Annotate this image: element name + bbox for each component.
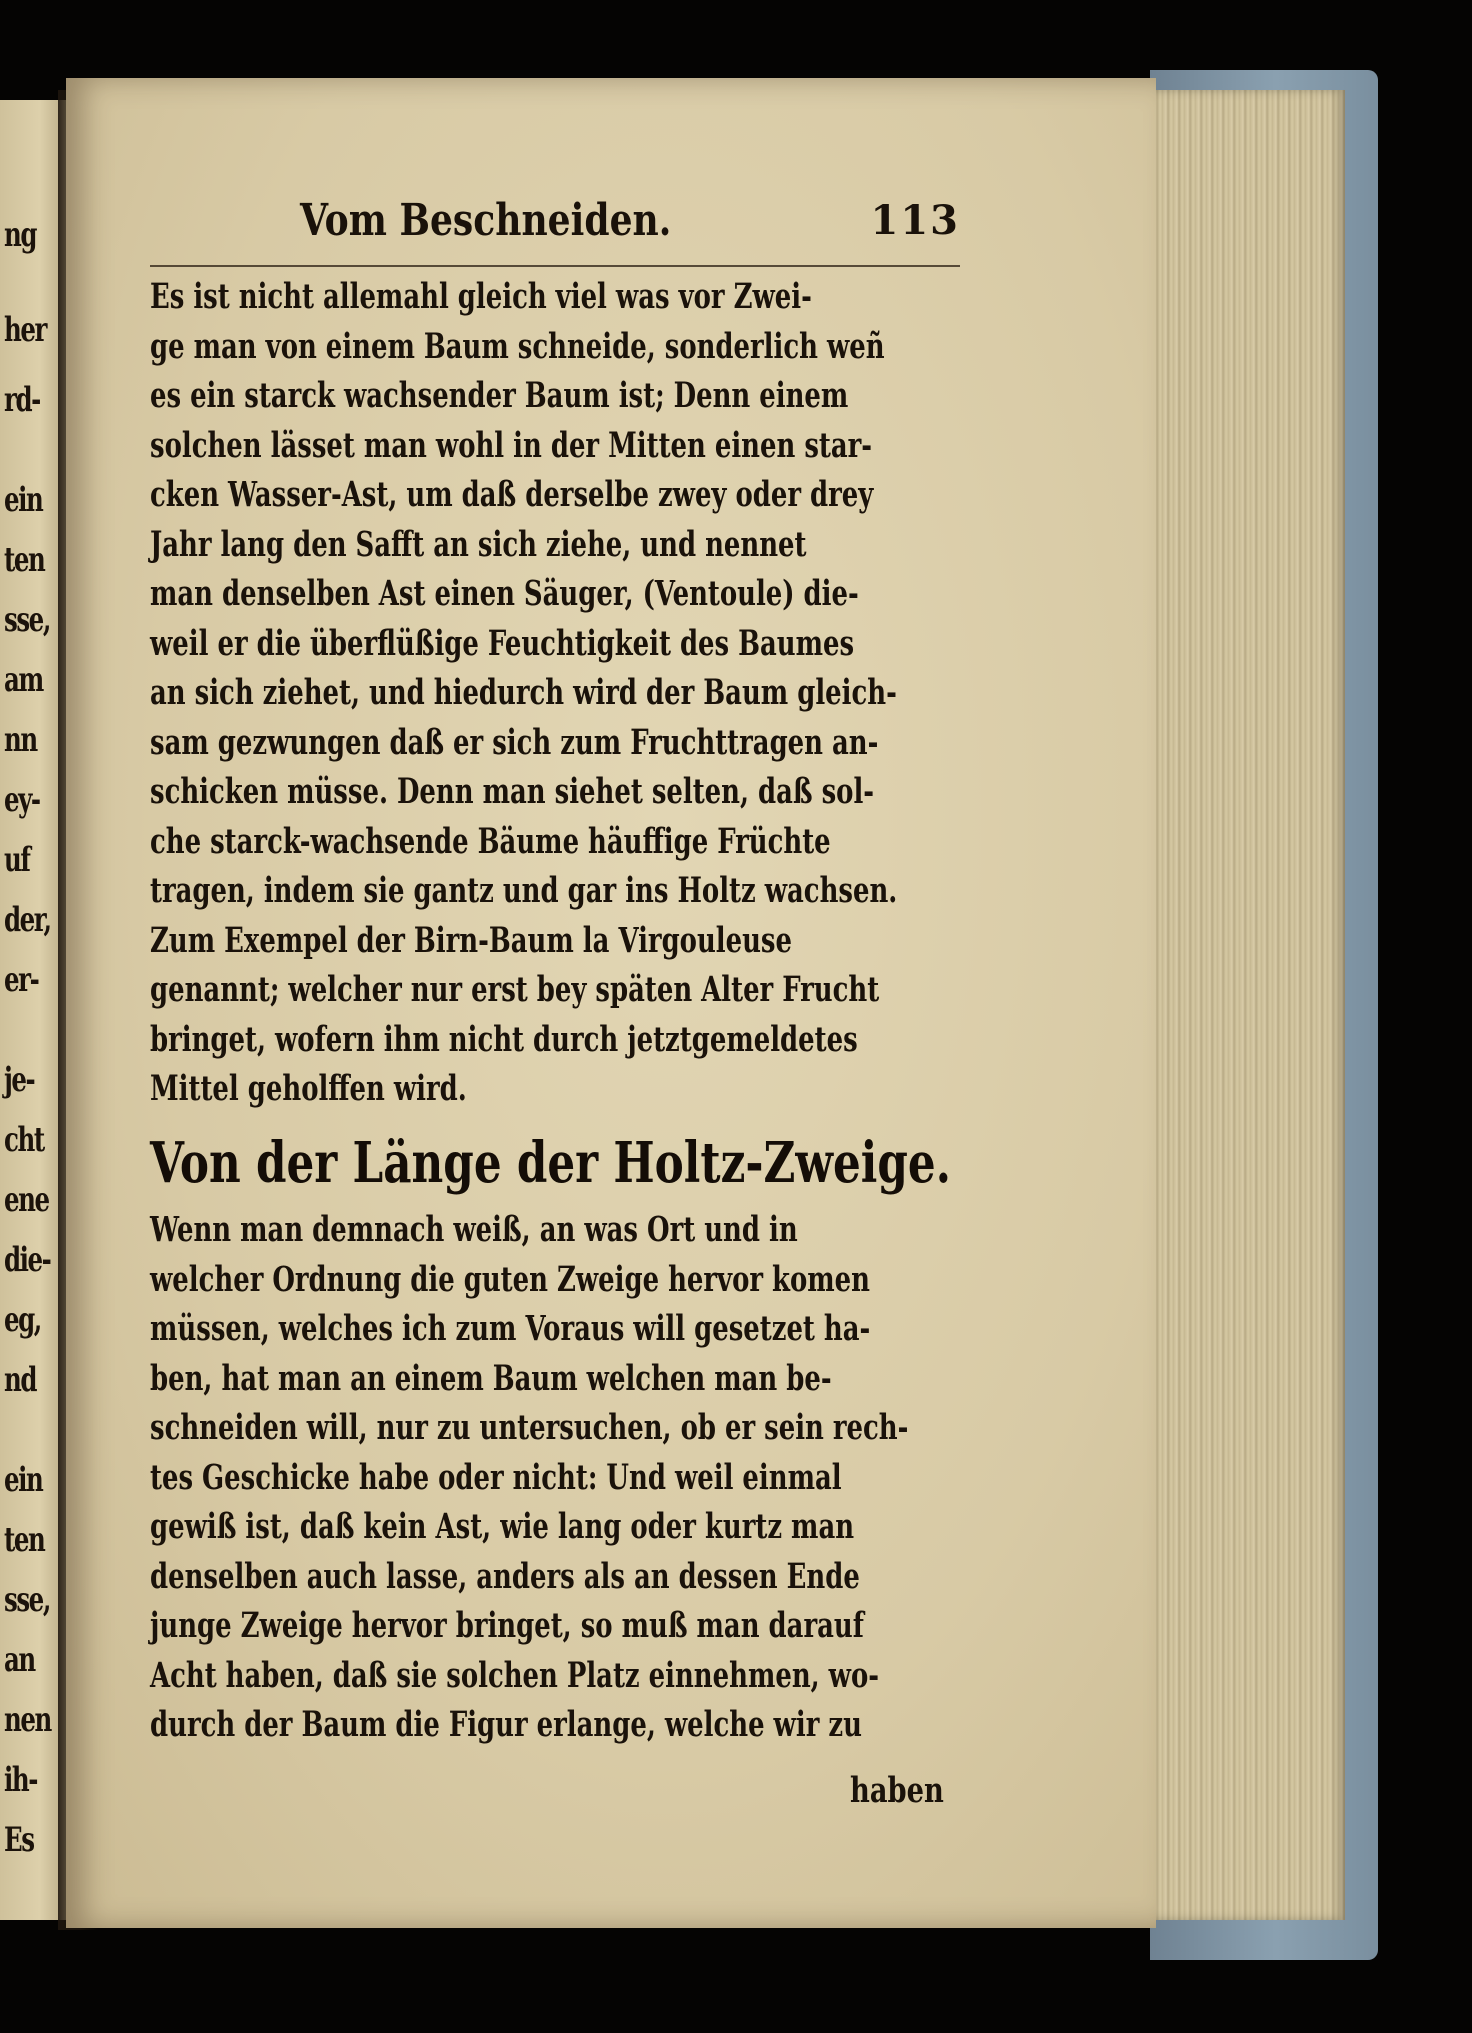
facing-page-fragment: ih- [4, 1760, 37, 1800]
text-line: es ein starck wachsender Baum ist; Denn einem [150, 375, 849, 416]
text-line: ge man von einem Baum schneide, sonderlich weñ [150, 325, 885, 367]
text-line: schicken müsse. Denn man siehet selten, daß sol- [150, 771, 875, 812]
text-line: tes Geschicke habe oder nicht: Und weil einmal [150, 1456, 842, 1498]
facing-page-fragment: uf [4, 840, 30, 880]
text-line: Wenn man demnach weiß, an was Ort und in [150, 1209, 798, 1250]
header-rule [150, 265, 960, 267]
paragraph-1 [150, 272, 970, 1114]
text-line: genannt; welcher nur erst bey späten Alter Frucht [150, 969, 880, 1010]
text-line: Es ist nicht allemahl gleich viel was vor Zwei- [150, 276, 812, 317]
facing-page-fragment: ng [4, 215, 37, 255]
facing-page-fragment: am [4, 660, 43, 700]
text-line: Jahr lang den Safft an sich ziehe, und nennet [150, 523, 807, 565]
text-line: Zum Exempel der Birn-Baum la Virgouleuse [150, 919, 792, 961]
facing-page-fragment: ten [4, 540, 45, 580]
text-line: solchen lässet man wohl in der Mitten einen star- [150, 424, 873, 466]
text-line: weil er die überflüßige Feuchtigkeit des Baumes [150, 622, 855, 664]
paragraph-2 [150, 1205, 970, 1750]
facing-page-fragment: eg, [4, 1300, 41, 1340]
facing-page-fragment: die- [4, 1240, 51, 1280]
facing-page-fragment: der, [4, 900, 51, 940]
running-head-title: Vom Beschneiden. [300, 195, 672, 246]
catchword: haben [850, 1770, 944, 1811]
facing-page-fragment: cht [4, 1120, 44, 1160]
facing-page-fragment: Es [4, 1820, 34, 1860]
text-line: schneiden will, nur zu untersuchen, ob er sein rech- [150, 1407, 909, 1448]
text-line: welcher Ordnung die guten Zweige hervor komen [150, 1258, 870, 1300]
text-line: ben, hat man an einem Baum welchen man be- [150, 1357, 832, 1399]
facing-page-fragment: ey- [4, 780, 40, 820]
facing-page-fragment: nn [4, 720, 37, 760]
text-line: durch der Baum die Figur erlange, welche wir zu [150, 1704, 862, 1745]
facing-page-fragment: sse, [4, 1580, 50, 1620]
text-line: bringet, wofern ihm nicht durch jetztgemeldetes [150, 1018, 858, 1060]
text-line: müssen, welches ich zum Voraus will gesetzet ha- [150, 1308, 871, 1349]
section-heading: Von der Länge der Holtz-Zweige. [150, 1130, 951, 1196]
text-line: gewiß ist, daß kein Ast, wie lang oder kurtz man [150, 1506, 855, 1547]
text-line: sam gezwungen daß er sich zum Fruchttragen an- [150, 721, 879, 763]
facing-page-fragment: ten [4, 1520, 45, 1560]
text-line: denselben auch lasse, anders als an dessen Ende [150, 1555, 860, 1597]
facing-page-fragment: nen [4, 1700, 51, 1740]
text-line: an sich ziehet, und hiedurch wird der Baum gleich- [150, 672, 897, 713]
text-line: che starck-wachsende Bäume häuffige Früchte [150, 820, 831, 862]
facing-page-fragment: her [4, 310, 46, 350]
text-line: junge Zweige hervor bringet, so muß man darauf [150, 1605, 864, 1646]
text-line: man denselben Ast einen Säuger, (Ventoule) die- [150, 573, 859, 614]
text-line: Acht haben, daß sie solchen Platz einnehmen, wo- [150, 1654, 880, 1696]
facing-page-fragment: an [4, 1640, 35, 1680]
facing-page-fragment: nd [4, 1360, 37, 1400]
facing-page-fragment: ene [4, 1180, 49, 1220]
text-line: cken Wasser-Ast, um daß derselbe zwey oder drey [150, 474, 874, 515]
page-edges [1130, 90, 1345, 1920]
running-head [300, 195, 960, 255]
facing-page-fragment: je- [4, 1060, 35, 1100]
facing-page-fragment: sse, [4, 600, 50, 640]
facing-page [0, 100, 66, 1920]
facing-page-fragment: er- [4, 960, 39, 1000]
page-number: 113 [870, 197, 960, 244]
facing-page-fragment: ein [4, 480, 43, 520]
text-line: Mittel geholffen wird. [150, 1068, 467, 1109]
text-line: tragen, indem sie gantz und gar ins Holtz wachsen. [150, 870, 898, 911]
facing-page-fragment: ein [4, 1460, 43, 1500]
facing-page-fragment: rd- [4, 380, 40, 420]
